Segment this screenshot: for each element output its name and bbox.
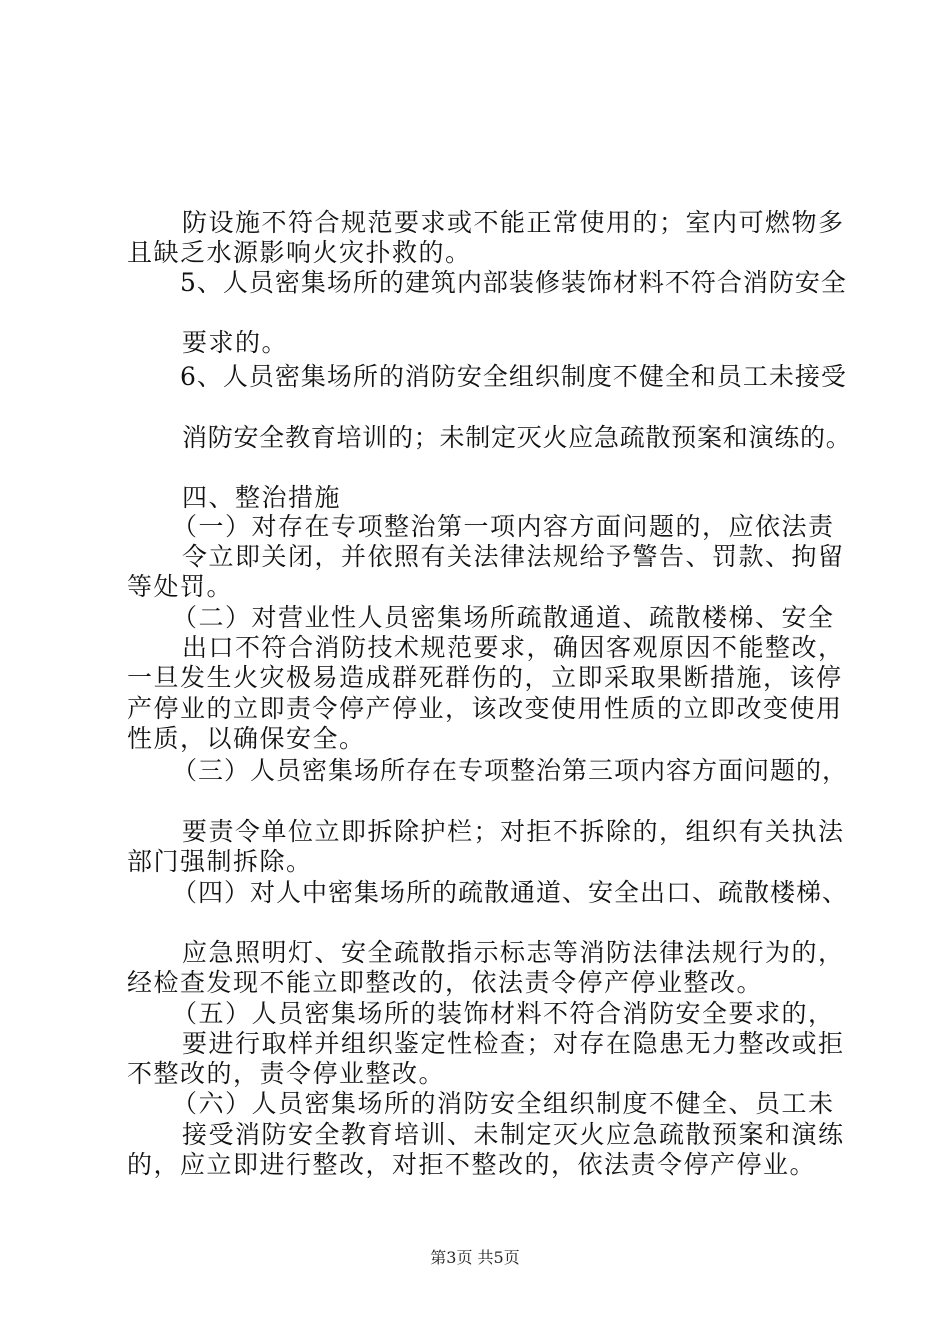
page-number-footer: 第3页 共5页 — [430, 1248, 520, 1267]
text-line: 一旦发生火灾极易造成群死群伤的，立即采取果断措施，该停 — [127, 663, 843, 692]
text-line: 不整改的，责令停业整改。 — [127, 1059, 446, 1088]
text-line: 经检查发现不能立即整改的，依法责令停产停业整改。 — [127, 968, 764, 997]
section-heading: 四、整治措施 — [182, 483, 342, 512]
text-line: 的，应立即进行整改，对拒不整改的，依法责令停产停业。 — [127, 1150, 817, 1179]
text-line: 6、人员密集场所的消防安全组织制度不健全和员工未接受 — [180, 362, 847, 391]
text-line: 等处罚。 — [127, 572, 234, 601]
text-line: 产停业的立即责令停产停业，该改变使用性质的立即改变使用 — [127, 694, 843, 723]
text-line: 5、人员密集场所的建筑内部装修装饰材料不符合消防安全 — [180, 268, 847, 297]
text-line: 部门强制拆除。 — [127, 847, 313, 876]
text-line: 要责令单位立即拆除护栏；对拒不拆除的，组织有关执法 — [182, 817, 845, 846]
text-line: 要进行取样并组织鉴定性检查；对存在隐患无力整改或拒 — [182, 1029, 845, 1058]
text-line: 出口不符合消防技术规范要求，确因客观原因不能整改， — [182, 633, 845, 662]
text-line: （五）人员密集场所的装饰材料不符合消防安全要求的， — [172, 999, 835, 1028]
text-line: （二）对营业性人员密集场所疏散通道、疏散楼梯、安全 — [172, 603, 835, 632]
text-line: （四）对人中密集场所的疏散通道、安全出口、疏散楼梯、 — [172, 878, 849, 907]
text-line: 接受消防安全教育培训、未制定灭火应急疏散预案和演练 — [182, 1120, 845, 1149]
text-line: 应急照明灯、安全疏散指示标志等消防法律法规行为的， — [182, 938, 845, 967]
text-line: 防设施不符合规范要求或不能正常使用的；室内可燃物多 — [182, 208, 845, 237]
text-line: 令立即关闭，并依照有关法律法规给予警告、罚款、拘留 — [182, 542, 845, 571]
text-line: 消防安全教育培训的；未制定灭火应急疏散预案和演练的。 — [182, 423, 852, 452]
text-line: 且缺乏水源影响火灾扑救的。 — [127, 238, 472, 267]
text-line: （六）人员密集场所的消防安全组织制度不健全、员工未 — [172, 1089, 835, 1118]
text-line: （一）对存在专项整治第一项内容方面问题的，应依法责 — [172, 512, 835, 541]
text-line: 要求的。 — [182, 328, 289, 357]
text-line: 性质，以确保安全。 — [127, 724, 366, 753]
text-line: （三）人员密集场所存在专项整治第三项内容方面问题的， — [172, 756, 849, 785]
